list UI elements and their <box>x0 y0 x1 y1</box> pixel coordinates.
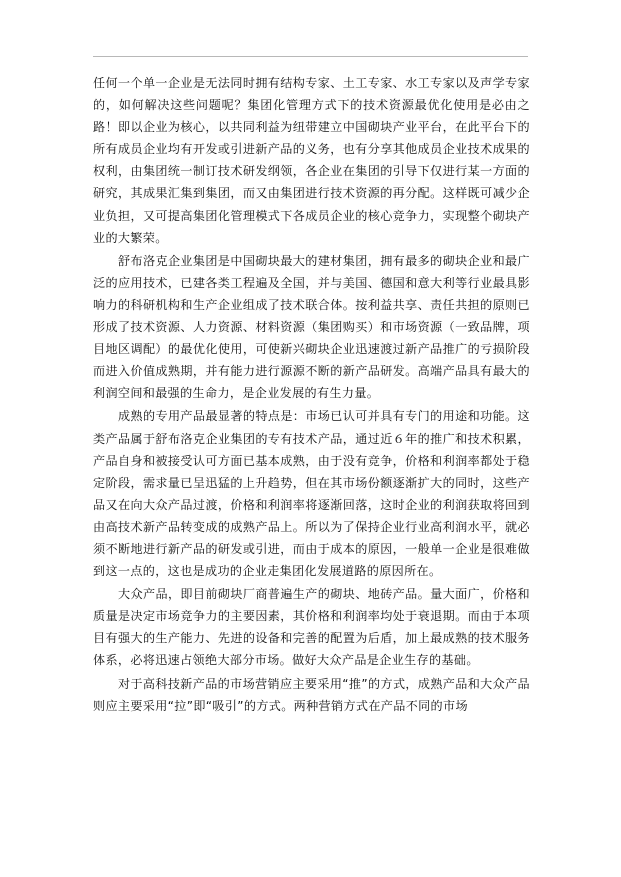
paragraph-shubuluoke-group: 舒布洛克企业集团是中国砌块最大的建材集团，拥有最多的砌块企业和最广泛的应用技术，已建各类工程遍及全国，并与美国、德国和意大利等行业最具影响力的科研机构和生产企业组成了技术联合体。按利益共享、责任共担的原则已形成了技术资源、人力资源、材料资源（集团购买）和市场资源（一致品牌，项目地区调配）的最优化使用，可使新兴砌块企业迅速渡过新产品推广的亏损阶段而进入价值成熟期，并有能力进行源源不断的新产品研发。高端产品具有最大的利润空间和最强的生命力，是企业发展的有生力量。 <box>93 253 530 401</box>
document-body <box>93 72 530 718</box>
paragraph-mass-products: 大众产品，即目前砌块厂商普遍生产的砌块、地砖产品。量大面广，价格和质量是决定市场竞争力的主要因素，其价格和利润率均处于衰退期。而由于本项目有强大的生产能力、先进的设备和完善的配置为后盾，加上最成熟的技术服务体系，必将迅速占领绝大部分市场。做好大众产品是企业生存的基础。 <box>93 587 530 668</box>
paragraph-marketing-methods: 对于高科技新产品的市场营销应主要采用“推”的方式，成熟产品和大众产品则应主要采用“拉”即“吸引”的方式。两种营销方式在产品不同的市场 <box>93 676 530 713</box>
header-divider <box>93 56 528 57</box>
paragraph-mature-products: 成熟的专用产品最显著的特点是：市场已认可并具有专门的用途和功能。这类产品属于舒布洛克企业集团的专有技术产品，通过近６年的推广和技术积累，产品自身和被接受认可方面已基本成熟，由于没有竞争，价格和利润率都处于稳定阶段，需求量已呈迅猛的上升趋势，但在其市场份额逐渐扩大的同时，这些产品又在向大众产品过渡，价格和利润率将逐渐回落，这时企业的利润获取将回到由高技术新产品转变成的成熟产品上。所以为了保持企业行业高利润水平，就必须不断地进行新产品的研发或引进，而由于成本的原因，一般单一企业是很难做到这一点的，这也是成功的企业走集团化发展道路的原因所在。 <box>93 409 530 579</box>
paragraph-technical-resources: 任何一个单一企业是无法同时拥有结构专家、土工专家、水工专家以及声学专家的，如何解决这些问题呢？集团化管理方式下的技术资源最优化使用是必由之路！即以企业为核心，以共同利益为纽带建立中国砌块产业平台，在此平台下的所有成员企业均有开发或引进新产品的义务，也有分享其他成员企业技术成果的权利，由集团统一制订技术研发纲领，各企业在集团的引导下仅进行某一方面的研究，其成果汇集到集团，而又由集团进行技术资源的再分配。这样既可减少企业负担，又可提高集团化管理模式下各成员企业的核心竞争力，实现整个砌块产业的大繁荣。 <box>93 76 530 245</box>
